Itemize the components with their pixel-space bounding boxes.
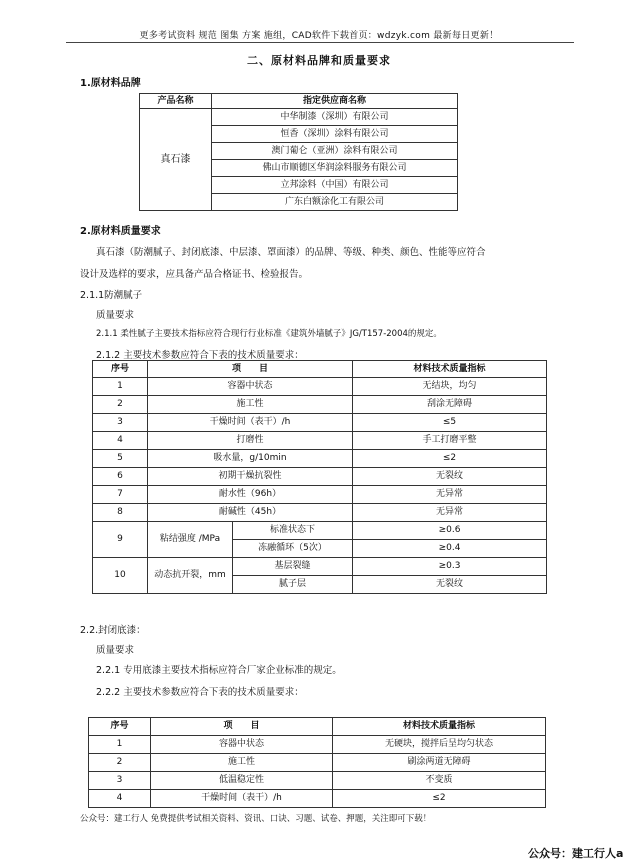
table-row [93,378,547,396]
row-no: 4 [93,432,148,450]
row-value: ≤2 [353,450,547,468]
sub22-item2: 2.2.2 主要技术参数应符合下表的技术质量要求： [96,687,304,698]
row-value: 无裂纹 [353,576,547,594]
table-row [89,772,546,790]
row-item: 初期干燥抗裂性 [148,468,353,486]
row-no: 5 [93,450,148,468]
table-row [93,522,547,540]
primer-col-item: 项 目 [151,718,333,736]
sub21-quality-label: 质量要求 [96,310,135,321]
row-value: 无裂纹 [353,468,547,486]
row-item: 低温稳定性 [151,772,333,790]
sub22-item1: 2.2.1 专用底漆主要技术指标应符合厂家企业标准的规定。 [96,665,342,676]
table-row [93,450,547,468]
primer-spec-table [88,717,546,808]
row-condition: 标准状态下 [233,522,353,540]
row-value: 无硬块，搅拌后呈均匀状态 [333,736,546,754]
table-row [89,754,546,772]
row-no: 6 [93,468,148,486]
section2-para-line2: 设计及选样的要求，应具备产品合格证书、检验报告。 [80,269,309,280]
row-item: 容器中状态 [151,736,333,754]
sub21-item2: 2.1.2 主要技术参数应符合下表的技术质量要求： [96,350,304,361]
row-no: 3 [89,772,151,790]
row-value: ≥0.3 [353,558,547,576]
putty-col-item: 项 目 [148,361,353,378]
row-item: 干燥时间（表干）/h [148,414,353,432]
row-value: 无结块，均匀 [353,378,547,396]
table-row [93,468,547,486]
supplier-row: 广东白额涂化工有限公司 [212,194,458,211]
supplier-col-name: 指定供应商名称 [212,94,458,109]
putty-spec-table [92,360,547,594]
page-title: 二、原材料品牌和质量要求 [247,54,391,67]
row-no: 7 [93,486,148,504]
sub22-quality-label: 质量要求 [96,645,135,656]
row-item: 施工性 [151,754,333,772]
row-value: 无异常 [353,504,547,522]
row-item: 干燥时间（表干）/h [151,790,333,808]
table-row [93,558,547,576]
sub21-item1: 2.1.1 柔性腻子主要技术指标应符合现行行业标准《建筑外墙腻子》JG/T157-2004的规定。 [96,329,442,339]
primer-col-no: 序号 [89,718,151,736]
table-row [89,736,546,754]
row-value: 手工打磨平整 [353,432,547,450]
sub21-heading: 2.1.1防潮腻子 [80,290,143,301]
section2-heading: 2.原材料质量要求 [80,226,161,237]
table-row [89,790,546,808]
row-no: 3 [93,414,148,432]
product-name: 真石漆 [140,109,212,211]
table-row [93,414,547,432]
row-no: 1 [93,378,148,396]
page-footer: 公众号：建工行人 免费提供考试相关资料、资讯、口诀、习题、试卷、押题，关注即可下载！ [80,814,432,824]
supplier-row: 澳门葡仑（亚洲）涂料有限公司 [212,143,458,160]
row-item: 耐碱性（45h） [148,504,353,522]
supplier-table [139,93,458,211]
supplier-row: 佛山市顺德区华润涂料服务有限公司 [212,160,458,177]
row-value: ≤5 [353,414,547,432]
row-no: 2 [89,754,151,772]
supplier-row: 中华制漆（深圳）有限公司 [212,109,458,126]
primer-col-value: 材料技术质量指标 [333,718,546,736]
row-no: 1 [89,736,151,754]
supplier-col-product: 产品名称 [140,94,212,109]
supplier-row: 恒香（深圳）涂料有限公司 [212,126,458,143]
row-no: 9 [93,522,148,558]
row-value: ≥0.6 [353,522,547,540]
section1-heading: 1.原材料品牌 [80,78,141,89]
row-condition: 冻融循环（5次） [233,540,353,558]
row-value: 无异常 [353,486,547,504]
row-value: ≥0.4 [353,540,547,558]
row-item: 动态抗开裂，mm [148,558,233,594]
row-value: 刷涂两道无障碍 [333,754,546,772]
row-condition: 腻子层 [233,576,353,594]
page-header: 更多考试资料 规范 图集 方案 施组，CAD软件下载首页：wdzyk.com 最新每日更新！ [139,31,499,41]
table-row [93,504,547,522]
putty-col-value: 材料技术质量指标 [353,361,547,378]
section2-para-line1: 真石漆（防潮腻子、封闭底漆、中层漆、罩面漆）的品牌、等级、种类、颜色、性能等应符合 [96,247,486,258]
row-no: 4 [89,790,151,808]
row-value: ≤2 [333,790,546,808]
row-no: 8 [93,504,148,522]
watermark: 公众号：建工行人a [528,847,624,860]
row-item: 吸水量，g/10min [148,450,353,468]
header-divider [66,42,574,43]
row-item: 容器中状态 [148,378,353,396]
row-no: 2 [93,396,148,414]
supplier-row: 立邦涂料（中国）有限公司 [212,177,458,194]
row-value: 刮涂无障碍 [353,396,547,414]
table-row [93,396,547,414]
row-item: 施工性 [148,396,353,414]
table-row [93,486,547,504]
putty-col-no: 序号 [93,361,148,378]
row-no: 10 [93,558,148,594]
row-item: 粘结强度 /MPa [148,522,233,558]
sub22-heading: 2.2.封闭底漆： [80,625,146,636]
row-item: 耐水性（96h） [148,486,353,504]
row-item: 打磨性 [148,432,353,450]
table-row [93,432,547,450]
row-value: 不变质 [333,772,546,790]
row-condition: 基层裂缝 [233,558,353,576]
